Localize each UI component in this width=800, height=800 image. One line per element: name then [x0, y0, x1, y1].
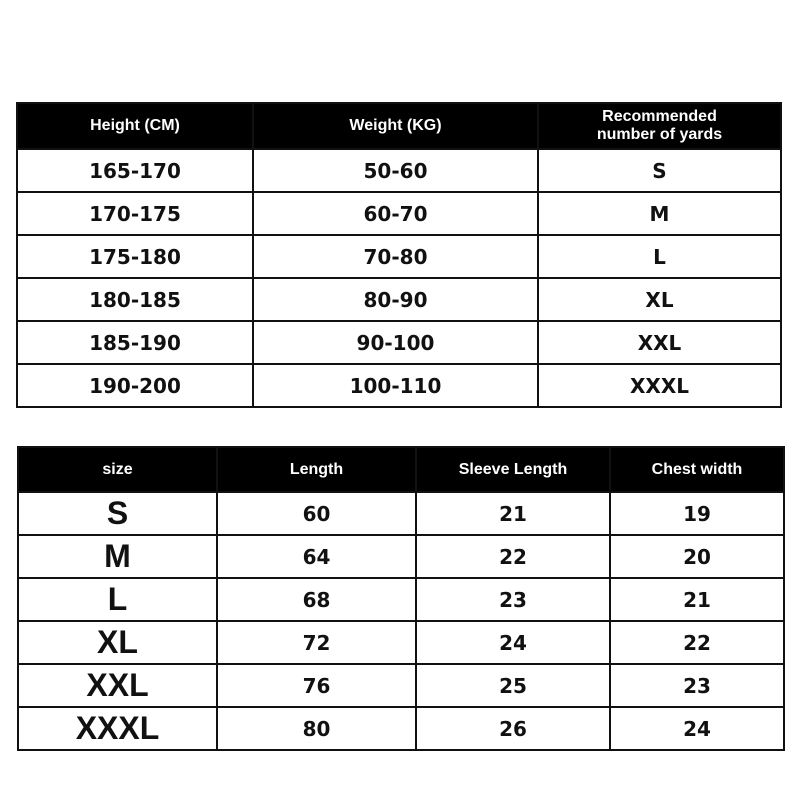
cell-weight: 100-110 — [253, 364, 538, 407]
cell-recommended-size: L — [538, 235, 781, 278]
cell-chest-width: 22 — [610, 621, 784, 664]
cell-length: 60 — [217, 492, 416, 535]
cell-height: 185-190 — [17, 321, 253, 364]
table-row — [17, 364, 781, 407]
cell-size: S — [18, 492, 217, 535]
cell-weight: 50-60 — [253, 149, 538, 192]
cell-height: 175-180 — [17, 235, 253, 278]
table-header-row — [18, 447, 784, 492]
header-size: size — [18, 447, 217, 492]
header-height: Height (CM) — [17, 103, 253, 149]
cell-chest-width: 19 — [610, 492, 784, 535]
cell-weight: 60-70 — [253, 192, 538, 235]
table-row — [17, 321, 781, 364]
cell-height: 170-175 — [17, 192, 253, 235]
header-line-2: number of yards — [596, 126, 723, 143]
cell-length: 64 — [217, 535, 416, 578]
cell-sleeve-length: 24 — [416, 621, 610, 664]
cell-length: 80 — [217, 707, 416, 750]
cell-chest-width: 23 — [610, 664, 784, 707]
table-header-row — [17, 103, 781, 149]
cell-weight: 80-90 — [253, 278, 538, 321]
cell-sleeve-length: 23 — [416, 578, 610, 621]
cell-chest-width: 24 — [610, 707, 784, 750]
cell-length: 76 — [217, 664, 416, 707]
cell-size: XXL — [18, 664, 217, 707]
cell-sleeve-length: 22 — [416, 535, 610, 578]
cell-recommended-size: M — [538, 192, 781, 235]
table-row — [18, 707, 784, 750]
header-length: Length — [217, 447, 416, 492]
header-weight: Weight (KG) — [253, 103, 538, 149]
header-recommended-size — [538, 103, 781, 149]
cell-length: 72 — [217, 621, 416, 664]
cell-sleeve-length: 25 — [416, 664, 610, 707]
size-measurement-table — [17, 446, 785, 751]
cell-size: M — [18, 535, 217, 578]
cell-sleeve-length: 21 — [416, 492, 610, 535]
table-row — [18, 535, 784, 578]
table-row — [18, 664, 784, 707]
header-line-1: Recommended — [602, 108, 717, 125]
cell-size: XXXL — [18, 707, 217, 750]
cell-recommended-size: S — [538, 149, 781, 192]
header-sleeve-length: Sleeve Length — [416, 447, 610, 492]
cell-height: 190-200 — [17, 364, 253, 407]
table-row — [17, 192, 781, 235]
cell-chest-width: 20 — [610, 535, 784, 578]
cell-sleeve-length: 26 — [416, 707, 610, 750]
cell-size: XL — [18, 621, 217, 664]
header-chest-width: Chest width — [610, 447, 784, 492]
cell-chest-width: 21 — [610, 578, 784, 621]
cell-recommended-size: XL — [538, 278, 781, 321]
table-row — [17, 235, 781, 278]
cell-weight: 90-100 — [253, 321, 538, 364]
cell-recommended-size: XXXL — [538, 364, 781, 407]
height-weight-size-table — [16, 102, 782, 408]
table-row — [18, 621, 784, 664]
table-row — [17, 278, 781, 321]
cell-weight: 70-80 — [253, 235, 538, 278]
table-row — [18, 578, 784, 621]
cell-size: L — [18, 578, 217, 621]
table-row — [17, 149, 781, 192]
cell-height: 165-170 — [17, 149, 253, 192]
cell-length: 68 — [217, 578, 416, 621]
table-row — [18, 492, 784, 535]
cell-height: 180-185 — [17, 278, 253, 321]
cell-recommended-size: XXL — [538, 321, 781, 364]
